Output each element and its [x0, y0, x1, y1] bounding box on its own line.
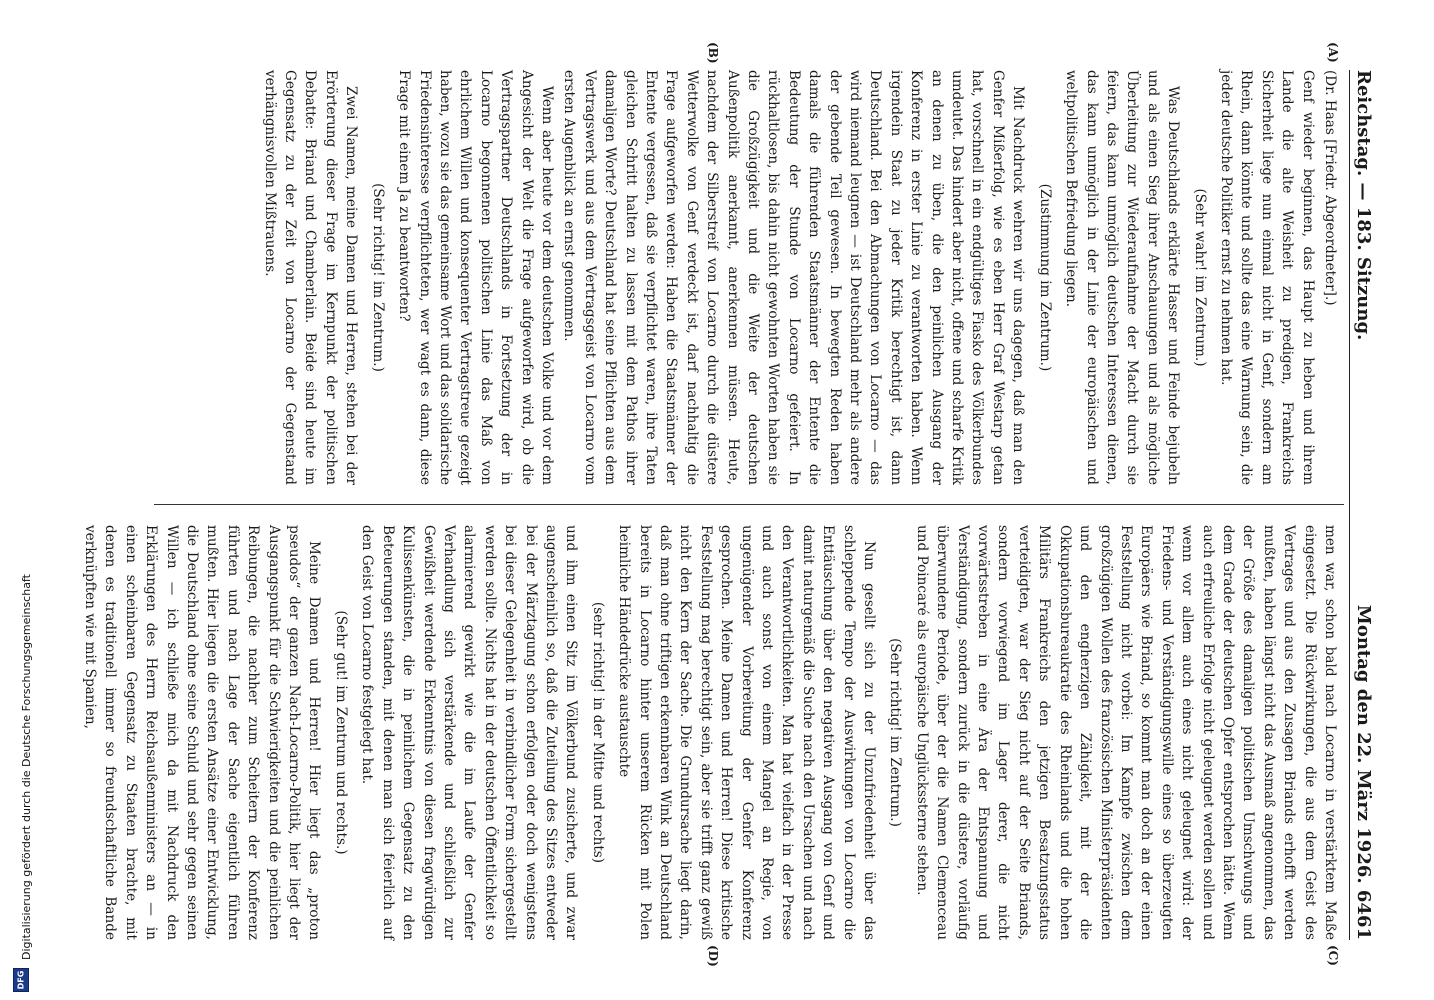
reaction: (Sehr wahr! im Zentrum.) [1191, 188, 1208, 367]
paragraph: Wenn aber heute vor dem deutschen Volke und vor dem Angesicht der Welt die Frage aufgeworfen wird, ob die Vertragspartner Deutschlands in Fortsetzung der in Locarno begonnenen politischen Linie das Maß von ehrlichem Willen und konsequenter Vertragstreue gezeigt haben, wozu sie das gemeinsame Wort und das solidarische Friedensinteresse verpflichteten, wer wagt es dann, diese Frage mit einem Ja zu beantworten? [396, 70, 555, 485]
header-title: Reichstag. — 183. Sitzung. [1353, 70, 1374, 341]
reaction: (Zustimmung im Zentrum.) [1036, 183, 1053, 372]
reaction: (Sehr richtig! im Zentrum.) [369, 183, 386, 372]
reaction: (sehr richtig! in der Mitte und rechts) [589, 601, 606, 864]
margin-mark-d: (D) [706, 945, 720, 967]
dfg-logo [13, 968, 29, 992]
paragraph: Nun gesellt sich zu der Unzufriedenheit über das schleppende Tempo der Auswirkungen von Locarno die Enttäuschung über den negativen Ausgang von Genf und damit naturgemäß die Suche nach den Ursachen und nach den Verantwortlichkeiten. Man hat vielfach in der Presse und auch sonst von einem Mangel an Regie, von ungenügender Vorbereitung der Genfer Konferenz gesprochen. Meine Damen und Herren! Diese kritische Feststellung mag berechtigt sein, aber sie trifft ganz gewiß nicht den Kern der Sache. Die Grundursache liegt darin, daß man ohne triftigen erkennbaren Wink an Deutschland bereits in Locarno hinter unserem Rücken mit Polen heimliche Händedrücke austauschte [616, 525, 878, 940]
speaker-line: (Dr. Haas [Friedr. Abgeordneter].) [1322, 70, 1338, 306]
dfg-logo-text: DFG [16, 970, 26, 990]
newspaper-page [82, 40, 1380, 970]
side-strip [10, 0, 33, 1000]
header-date-page: Montag den 22. März 1926. 6461 [1353, 604, 1374, 940]
paragraph: und ihm einen Sitz im Völkerbund zusicherte, und zwar augenscheinlich so, daß die Zuteilung des Sitzes entweder bei der Märztagung schon erfolgen oder doch wenigstens bei dieser Gelegenheit in verbindlicher Form sichergestellt werden sollte. Nichts hat in der deutschen Öffentlichkeit so alarmierend gewirkt wie die im Laufe der Genfer Verhandlung sich verstärkende und schließlich zur Gewißheit werdende Erkenntnis von diesen fragwürdigen Kulissenkünsten, die in peinlichem Gegensatz zu den Beteuerungen standen, mit denen man sich feierlich auf den Geist von Locarno festgelegt hat. [359, 525, 580, 940]
margin-mark-a: (A) [1326, 42, 1340, 63]
margin-mark-c: (C) [1326, 945, 1340, 966]
page-header [1349, 70, 1376, 940]
paragraph: Mit Nachdruck wehren wir uns dagegen, daß man den Genfer Mißerfolg, wie es eben Herr Graf Westarp getan hat, vorschnell in ein endgültiges Fiasko des Völkerbundes umdeutet. Das hindert aber nicht, offene und scharfe Kritik an denen zu üben, die den peinlichen Ausgang der Konferenz in erster Linie zu verantworten haben. Wenn irgendein Staat zu jeder Kritik berechtigt ist, dann Deutschland. Bei den Abmachungen von Locarno — das wird niemand leugnen — ist Deutschland mehr als andere der gebende Teil gewesen. In bewegten Reden haben damals die führenden Staatsmänner der Entente die Bedeutung der Stunde von Locarno gefeiert. In rückhaltlosen, bis dahin nicht gewohnten Worten haben sie die Großzügigkeit und die Weite der deutschen Außenpolitik anerkannt, anerkennen müssen. Heute, nachdem der Silberstreif von Locarno durch die düstere Wetterwolke von Genf verdeckt ist, darf nachhaltig die Frage aufgeworfen werden: Haben die Staatsmänner der Entente vergessen, daß sie verpflichtet waren, ihre Taten gleichen Schritt halten zu lassen mit dem Pathos ihrer damaligen Worte? Deutschland hat seine Pflichten aus dem Vertragswerk und aus dem Vertragsgeist von Locarno vom ersten Augenblick an ernst genommen. [561, 70, 1027, 485]
paragraph: Zwei Namen, meine Damen und Herren, stehen bei der Erörterung dieser Frage im Kernpunkt der politischen Debatte: Briand und Chamberlain. Beide sind heute im Gegensatz zu der Zeit von Locarno der Gegenstand verhängnisvollen Mißtrauens. [261, 70, 360, 485]
reaction: (Sehr richtig! im Zentrum.) [887, 638, 904, 827]
paragraph: Meine Damen und Herren! Hier liegt das „proton pseudos“ der ganzen Nach-Locarno-Politik, hier liegt der Ausgangspunkt für die Schwierigkeiten und die peinlichen Reibungen, die nachher zum Scheitern der Konferenz führten und nach Lage der Sache eigentlich führen mußten. Hier liegen die ersten Ansätze einer Entwicklung, die Deutschland ohne seine Schuld und sehr gegen seinen Willen — ich schließe mich da mit Nachdruck den Erklärungen des Herrn Reichsaußenministers an — in einen scheinbaren Gegensatz zu Staaten brachte, mit denen es traditionell immer so freundschaftliche Bande verknüpften wie mit Spanien, [82, 525, 323, 940]
margin-mark-b: (B) [706, 42, 720, 64]
right-column [82, 525, 1340, 940]
paragraph: Genf wieder beginnen, das Haupt zu heben und ihrem Lande die alte Weisheit zu predigen, Frankreichs Sicherheit liege nun einmal nicht in Genf, sondern am Rhein, dann könnte und sollte das eine Warnung sein, die jeder deutsche Politiker ernst zu nehmen hat. [1217, 70, 1316, 485]
column-divider [154, 504, 1344, 505]
paragraph: men war, schon bald nach Locarno in verstärktem Maße eingesetzt. Die Rückwirkungen, die aus dem Geist des Vertrages und aus den Zusagen Briands erhofft werden mußten, haben längst nicht das Ausmaß angenommen, das der Größe des damaligen politischen Umschwungs und dem Grade der deutschen Opfer entsprochen hätte. Wenn auch erfreuliche Erfolge nicht geleugnet werden sollen und wenn vor allem auch eines nicht geleugnet wird: der Friedens- und Verständigungswille eines so überzeugten Europäers wie Briand, so kommt man doch an der einen Feststellung nicht vorbei: Im Kampfe zwischen dem großzügigen Wollen des französischen Ministerpräsidenten und den engherzigen Zähigkeit, mit der die Okkupationsbureaukratie des Rheinlands und die hohen Militärs Frankreichs den jetzigen Besatzungsstatus verteidigten, war der Sieg nicht auf der Seite Briands, sondern vorwiegend im Lager derer, die nicht vorwärtsstreben in eine Ära der Entspannung und Verständigung, sondern zurück in die düstere, vorläufig überwundene Periode, über der die Namen Clemenceau und Poincaré als europäische Unglückssterne stehen. [913, 525, 1338, 940]
reaction: (Sehr gut! im Zentrum und rechts.) [332, 610, 349, 855]
rotated-page [82, 40, 1380, 970]
paragraph: Was Deutschlands erklärte Hasser und Feinde bejubeln und als einen Sieg ihrer Anschauungen und als mögliche Überleitung zur Wiederaufnahme der Macht durch sie feiern, das kann unmöglich deutschen Interessen dienen, das kann unmöglich in der Linie der europäischen und weltpolitischen Befriedung liegen. [1063, 70, 1182, 485]
digitization-credit: Digitalisierung gefördert durch die Deutsche Forschungsgemeinschaft [20, 574, 33, 960]
left-column [160, 70, 1340, 485]
